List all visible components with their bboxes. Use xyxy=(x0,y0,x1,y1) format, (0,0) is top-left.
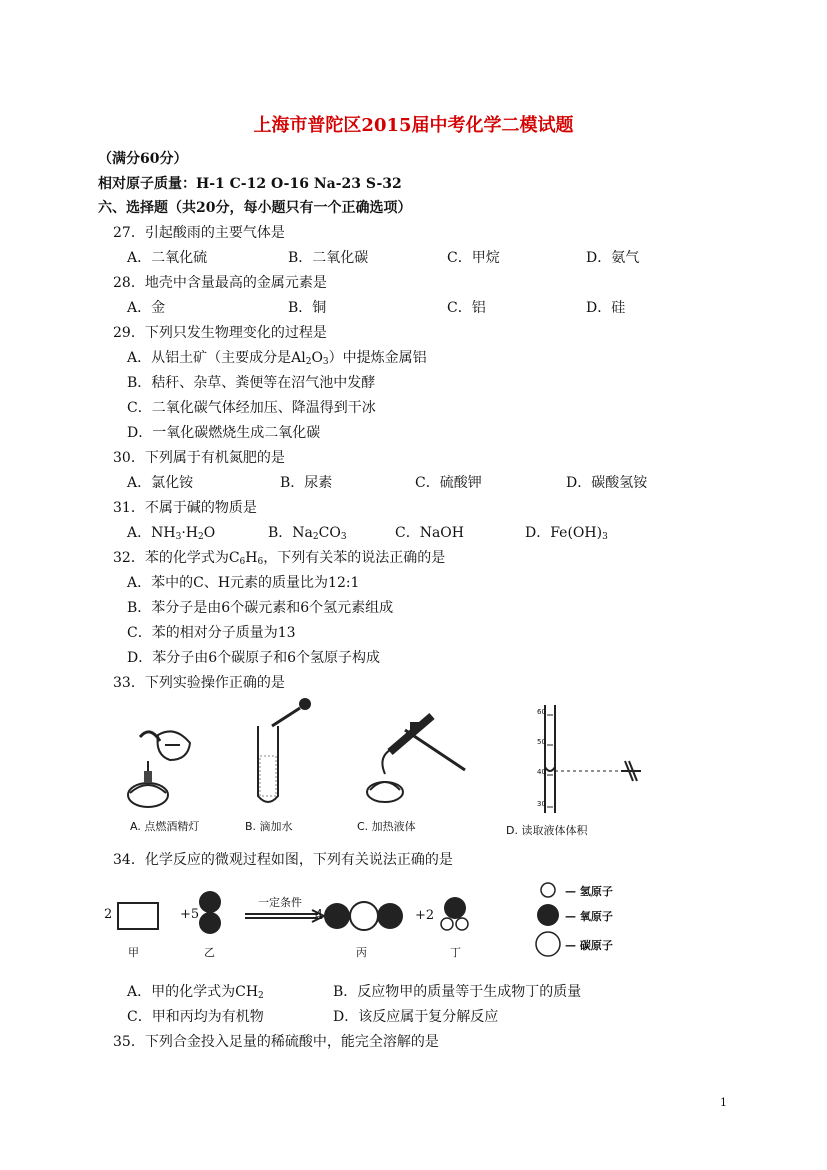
section-heading: 六、选择题（共20分，每小题只有一个正确选项） xyxy=(98,200,412,216)
q34-stem: 34．化学反应的微观过程如图，下列有关说法正确的是 xyxy=(113,852,453,868)
coef-bing: 4 xyxy=(315,908,324,923)
q32-option-b: B．苯分子是由6个碳元素和6个氢元素组成 xyxy=(127,600,394,616)
q31-option-d: D．$Fe(OH)_3$ xyxy=(525,525,608,542)
q30-stem: 30．下列属于有机氮肥的是 xyxy=(113,450,285,466)
q34-option-a: A．甲的化学式为$CH_2$ xyxy=(127,984,264,1001)
label-bing: 丙 xyxy=(356,946,367,959)
q32-stem: 32．苯的化学式为$C_6H_6$，下列有关苯的说法正确的是 xyxy=(113,550,446,567)
q34-option-b: B．反应物甲的质量等于生成物丁的质量 xyxy=(333,984,582,1000)
coef-jia: 2 xyxy=(104,907,113,922)
q29-option-d: D．一氧化碳燃烧生成二氧化碳 xyxy=(127,425,321,441)
q30-option-d: D．碳酸氢铵 xyxy=(566,475,648,491)
tick-40: 40 xyxy=(537,768,546,776)
q27-stem: 27．引起酸雨的主要气体是 xyxy=(113,225,285,241)
q28-stem: 28．地壳中含量最高的金属元素是 xyxy=(113,275,327,291)
q29-stem: 29．下列只发生物理变化的过程是 xyxy=(113,325,327,341)
figure-drop-water xyxy=(250,696,320,816)
q28-option-d: D．硅 xyxy=(586,300,626,316)
q27-option-d: D．氨气 xyxy=(586,250,640,266)
q30-option-c: C．硫酸钾 xyxy=(415,475,482,491)
legend-oxygen: — 氧原子 xyxy=(565,910,613,923)
caption-d: D. 读取液体体积 xyxy=(506,824,588,837)
legend-carbon: — 碳原子 xyxy=(565,939,613,952)
q30-option-a: A．氯化铵 xyxy=(127,475,194,491)
q29-option-b: B．秸秆、杂草、粪便等在沼气池中发酵 xyxy=(127,375,376,391)
q35-stem: 35．下列合金投入足量的稀硫酸中，能完全溶解的是 xyxy=(113,1034,439,1050)
caption-c: C. 加热液体 xyxy=(357,820,416,833)
q34-option-d: D．该反应属于复分解反应 xyxy=(333,1009,499,1025)
q31-option-b: B．$Na_2CO_3$ xyxy=(268,525,347,542)
q34-option-c: C．甲和丙均为有机物 xyxy=(127,1009,264,1025)
label-jia: 甲 xyxy=(128,946,139,959)
page-number: 1 xyxy=(720,1096,727,1109)
full-score: （满分60分） xyxy=(98,151,188,167)
reaction-condition: 一定条件 xyxy=(258,896,302,909)
tick-60: 60 xyxy=(537,708,546,716)
caption-a: A. 点燃酒精灯 xyxy=(130,820,200,833)
q31-stem: 31．不属于碱的物质是 xyxy=(113,500,257,516)
q27-option-b: B．二氧化碳 xyxy=(288,250,369,266)
tick-50: 50 xyxy=(537,738,546,746)
tick-30: 30 xyxy=(537,800,546,808)
figure-light-alcohol-lamp xyxy=(120,715,200,815)
label-yi: 乙 xyxy=(204,946,215,959)
q27-option-a: A．二氧化硫 xyxy=(127,250,208,266)
q28-option-a: A．金 xyxy=(127,300,166,316)
q33-stem: 33．下列实验操作正确的是 xyxy=(113,675,285,691)
coef-yi: +5 xyxy=(180,907,200,922)
figure-heat-liquid xyxy=(360,710,475,810)
q27-option-c: C．甲烷 xyxy=(447,250,500,266)
q32-option-c: C．苯的相对分子质量为13 xyxy=(127,625,296,641)
figure-read-volume xyxy=(525,705,645,815)
legend-hydrogen: — 氢原子 xyxy=(565,885,613,898)
q31-option-a: A．$NH_3\cdot H_2O$ xyxy=(127,525,216,542)
q29-option-c: C．二氧化碳气体经加压、降温得到干冰 xyxy=(127,400,376,416)
label-ding: 丁 xyxy=(450,946,461,959)
caption-b: B. 滴加水 xyxy=(245,820,293,833)
q28-option-b: B．铜 xyxy=(288,300,327,316)
q32-option-a: A．苯中的C、H元素的质量比为12:1 xyxy=(127,575,360,591)
coef-ding: +2 xyxy=(415,908,435,923)
q32-option-d: D．苯分子由6个碳原子和6个氢原子构成 xyxy=(127,650,381,666)
q28-option-c: C．铝 xyxy=(447,300,486,316)
q30-option-b: B．尿素 xyxy=(280,475,333,491)
atomic-mass: 相对原子质量：H-1 C-12 O-16 Na-23 S-32 xyxy=(98,176,402,192)
page-title: 上海市普陀区2015届中考化学二模试题 xyxy=(253,115,574,136)
q31-option-c: C．NaOH xyxy=(395,525,464,541)
q29-option-a: A．从铝土矿（主要成分是$Al_2O_3$）中提炼金属铝 xyxy=(127,350,427,367)
